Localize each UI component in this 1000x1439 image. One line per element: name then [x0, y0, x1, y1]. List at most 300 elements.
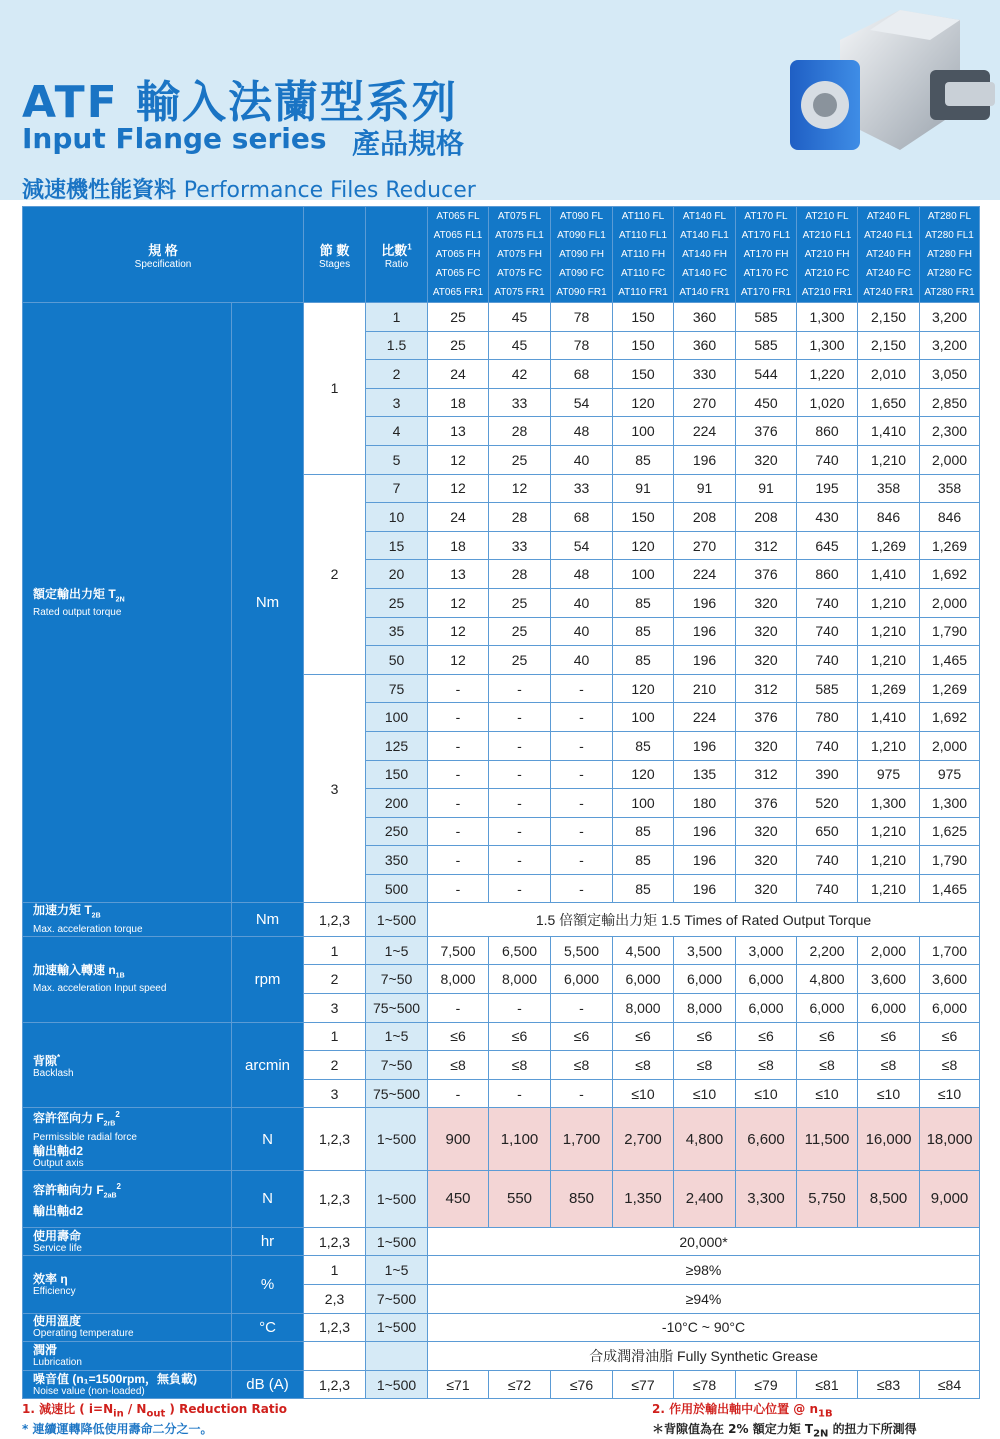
value-cell: - [428, 789, 489, 818]
value-cell: - [428, 994, 489, 1023]
value-cell: 25 [489, 588, 551, 617]
row-label: 潤滑 Lubrication [23, 1342, 232, 1371]
value-cell: ≤10 [858, 1079, 920, 1108]
value-cell: 9,000 [920, 1170, 980, 1227]
unit-cell: N [232, 1108, 304, 1170]
value-cell: ≤6 [674, 1022, 736, 1051]
value-cell: ≤6 [736, 1022, 797, 1051]
ratio-cell [366, 1342, 428, 1371]
value-cell: 1,790 [920, 846, 980, 875]
value-cell: 360 [674, 331, 736, 360]
value-cell: 1,465 [920, 646, 980, 675]
value-cell: 78 [551, 331, 613, 360]
value-cell: ≤6 [489, 1022, 551, 1051]
value-cell: 1,210 [858, 445, 920, 474]
value-cell: 150 [613, 331, 674, 360]
value-cell: 100 [613, 789, 674, 818]
stage-cell: 3 [304, 674, 366, 903]
value-cell: 2,850 [920, 388, 980, 417]
value-cell: ≤10 [736, 1079, 797, 1108]
value-cell: ≤8 [920, 1051, 980, 1080]
stage-cell: 2 [304, 965, 366, 994]
value-cell: 18,000 [920, 1108, 980, 1170]
value-cell: 合成潤滑油脂 Fully Synthetic Grease [428, 1342, 980, 1371]
model-header: AT090 FL AT090 FL1 AT090 FH AT090 FC AT090 FR1 [551, 207, 613, 303]
value-cell: 2,000 [920, 445, 980, 474]
value-cell: 135 [674, 760, 736, 789]
value-cell: 25 [489, 617, 551, 646]
ratio-cell: 75~500 [366, 994, 428, 1023]
value-cell: - [551, 703, 613, 732]
value-cell: 12 [428, 445, 489, 474]
row-label: 背隙* Backlash [23, 1022, 232, 1108]
ratio-cell: 7 [366, 474, 428, 503]
value-cell: 78 [551, 303, 613, 332]
value-cell: ≤6 [797, 1022, 858, 1051]
value-cell: 358 [858, 474, 920, 503]
row-label: 額定輸出力矩 $T_{2N}$ Rated output torque [23, 303, 232, 903]
value-cell: 1,210 [858, 846, 920, 875]
value-cell: 2,000 [858, 936, 920, 965]
value-cell: ≤78 [674, 1370, 736, 1399]
value-cell: 120 [613, 674, 674, 703]
value-cell: ≤6 [613, 1022, 674, 1051]
value-cell: 150 [613, 303, 674, 332]
value-cell: 196 [674, 874, 736, 903]
value-cell: 376 [736, 560, 797, 589]
value-cell: - [489, 703, 551, 732]
value-cell: ≤6 [551, 1022, 613, 1051]
value-cell: 6,000 [858, 994, 920, 1023]
value-cell: 8,500 [858, 1170, 920, 1227]
unit-cell: rpm [232, 936, 304, 1022]
value-cell: 12 [428, 646, 489, 675]
value-cell: 1,100 [489, 1108, 551, 1170]
unit-cell: hr [232, 1227, 304, 1256]
value-cell: 120 [613, 531, 674, 560]
value-cell: 846 [920, 503, 980, 532]
value-cell: 4,800 [674, 1108, 736, 1170]
value-cell: 2,000 [920, 731, 980, 760]
unit-cell: Nm [232, 903, 304, 936]
value-cell: 1,020 [797, 388, 858, 417]
value-cell: 6,000 [674, 965, 736, 994]
ratio-cell: 1~500 [366, 1370, 428, 1399]
stage-cell: 1,2,3 [304, 1170, 366, 1227]
value-cell: ≥98% [428, 1256, 980, 1285]
value-cell: - [551, 846, 613, 875]
value-cell: 48 [551, 417, 613, 446]
value-cell: 45 [489, 303, 551, 332]
value-cell: ≤84 [920, 1370, 980, 1399]
value-cell: - [551, 994, 613, 1023]
value-cell: 196 [674, 617, 736, 646]
value-cell: 85 [613, 731, 674, 760]
value-cell: 85 [613, 874, 674, 903]
value-cell: 28 [489, 503, 551, 532]
value-cell: 1,269 [920, 531, 980, 560]
title-zh: ATF 輸入法蘭型系列 [22, 77, 459, 128]
value-cell: - [428, 846, 489, 875]
value-cell: 12 [489, 474, 551, 503]
value-cell: 196 [674, 588, 736, 617]
value-cell: 312 [736, 531, 797, 560]
value-cell: 13 [428, 417, 489, 446]
value-cell: - [489, 994, 551, 1023]
value-cell: 224 [674, 417, 736, 446]
value-cell: 740 [797, 646, 858, 675]
value-cell: 3,050 [920, 360, 980, 389]
ratio-cell: 100 [366, 703, 428, 732]
value-cell: 85 [613, 588, 674, 617]
row-label: 加速輸入轉速 $n_{1B}$ Max. acceleration Input speed [23, 936, 232, 1022]
value-cell: 975 [858, 760, 920, 789]
value-cell: 45 [489, 331, 551, 360]
value-cell: - [489, 846, 551, 875]
value-cell: - [489, 817, 551, 846]
ratio-cell: 1~5 [366, 936, 428, 965]
value-cell: 180 [674, 789, 736, 818]
value-cell: ≤79 [736, 1370, 797, 1399]
value-cell: 6,000 [797, 994, 858, 1023]
value-cell: 150 [613, 360, 674, 389]
value-cell: 320 [736, 445, 797, 474]
value-cell: 3,000 [736, 936, 797, 965]
stage-cell: 1,2,3 [304, 1227, 366, 1256]
stage-cell: 1 [304, 1022, 366, 1051]
value-cell: 1,300 [797, 331, 858, 360]
value-cell: ≤8 [858, 1051, 920, 1080]
ratio-cell: 2 [366, 360, 428, 389]
value-cell: 18 [428, 531, 489, 560]
row-label: 加速力矩 $T_{2B}$ Max. acceleration torque [23, 903, 232, 936]
value-cell: ≤8 [428, 1051, 489, 1080]
value-cell: - [551, 817, 613, 846]
value-cell: 208 [736, 503, 797, 532]
value-cell: 320 [736, 588, 797, 617]
ratio-cell: 350 [366, 846, 428, 875]
value-cell: 376 [736, 417, 797, 446]
value-cell: 100 [613, 703, 674, 732]
value-cell: 85 [613, 646, 674, 675]
value-cell: 3,600 [920, 965, 980, 994]
value-cell: 740 [797, 588, 858, 617]
value-cell: 196 [674, 445, 736, 474]
ratio-cell: 75~500 [366, 1079, 428, 1108]
value-cell: - [489, 760, 551, 789]
row-label: 效率 η Efficiency [23, 1256, 232, 1313]
value-cell: 430 [797, 503, 858, 532]
value-cell: - [489, 1079, 551, 1108]
value-cell: 8,000 [489, 965, 551, 994]
footnote-backlash: ＊背隙值為在 2% 額定力矩 $T_{2N}$ 的扭力下所測得 [652, 1422, 917, 1439]
value-cell: 18 [428, 388, 489, 417]
value-cell: 2,300 [920, 417, 980, 446]
value-cell: 270 [674, 531, 736, 560]
unit-cell: N [232, 1170, 304, 1227]
value-cell: 25 [489, 445, 551, 474]
ratio-cell: 1~500 [366, 1108, 428, 1170]
ratio-cell: 1~500 [366, 903, 428, 936]
value-cell: 5,500 [551, 936, 613, 965]
value-cell: 33 [551, 474, 613, 503]
stage-cell [304, 1342, 366, 1371]
value-cell: 1,210 [858, 731, 920, 760]
value-cell: 740 [797, 731, 858, 760]
value-cell: 25 [428, 303, 489, 332]
ratio-cell: 20 [366, 560, 428, 589]
ratio-cell: 1~500 [366, 1170, 428, 1227]
value-cell: ≤8 [613, 1051, 674, 1080]
value-cell: 3,600 [858, 965, 920, 994]
value-cell: 16,000 [858, 1108, 920, 1170]
ratio-cell: 250 [366, 817, 428, 846]
ratio-cell: 1.5 [366, 331, 428, 360]
ratio-cell: 1~500 [366, 1313, 428, 1342]
value-cell: ≤6 [858, 1022, 920, 1051]
value-cell: ≤10 [613, 1079, 674, 1108]
value-cell: 1,300 [797, 303, 858, 332]
ratio-cell: 75 [366, 674, 428, 703]
ratio-cell: 4 [366, 417, 428, 446]
value-cell: 450 [428, 1170, 489, 1227]
value-cell: 6,000 [551, 965, 613, 994]
stage-cell: 2 [304, 474, 366, 674]
stage-cell: 1,2,3 [304, 1313, 366, 1342]
value-cell: 1,300 [920, 789, 980, 818]
row-label: 使用壽命 Service life [23, 1227, 232, 1256]
value-cell: ≤8 [674, 1051, 736, 1080]
value-cell: 1,210 [858, 646, 920, 675]
value-cell: 1,210 [858, 588, 920, 617]
value-cell: ≤72 [489, 1370, 551, 1399]
ratio-cell: 10 [366, 503, 428, 532]
value-cell: 4,800 [797, 965, 858, 994]
value-cell: 120 [613, 760, 674, 789]
value-cell: 1,465 [920, 874, 980, 903]
value-cell: 4,500 [613, 936, 674, 965]
value-cell: 195 [797, 474, 858, 503]
ratio-cell: 25 [366, 588, 428, 617]
value-cell: 846 [858, 503, 920, 532]
value-cell: 320 [736, 617, 797, 646]
value-cell: 645 [797, 531, 858, 560]
value-cell: - [489, 674, 551, 703]
value-cell: 12 [428, 474, 489, 503]
value-cell: ≤10 [674, 1079, 736, 1108]
stage-cell: 2 [304, 1051, 366, 1080]
stage-cell: 3 [304, 1079, 366, 1108]
value-cell: ≤83 [858, 1370, 920, 1399]
value-cell: - [489, 789, 551, 818]
stage-cell: 3 [304, 994, 366, 1023]
value-cell: 28 [489, 417, 551, 446]
model-header: AT240 FL AT240 FL1 AT240 FH AT240 FC AT240 FR1 [858, 207, 920, 303]
value-cell: 320 [736, 846, 797, 875]
stages-header: 節 數 Stages [304, 207, 366, 303]
value-cell: 12 [428, 617, 489, 646]
ratio-cell: 1~500 [366, 1227, 428, 1256]
value-cell: 1,692 [920, 703, 980, 732]
model-header: AT140 FL AT140 FL1 AT140 FH AT140 FC AT140 FR1 [674, 207, 736, 303]
model-header: AT110 FL AT110 FL1 AT110 FH AT110 FC AT110 FR1 [613, 207, 674, 303]
value-cell: ≤10 [797, 1079, 858, 1108]
value-cell: 1,410 [858, 560, 920, 589]
ratio-cell: 7~50 [366, 1051, 428, 1080]
value-cell: 1,700 [920, 936, 980, 965]
title-en: Input Flange series [22, 122, 327, 155]
value-cell: 1,210 [858, 874, 920, 903]
value-cell: ≤10 [920, 1079, 980, 1108]
row-label: 容許徑向力 $F_{2rB}^2$ Permissible radial force 輸出軸d2 Output axis [23, 1108, 232, 1170]
value-cell: 2,400 [674, 1170, 736, 1227]
value-cell: 54 [551, 388, 613, 417]
footnote-force: 2. 作用於輸出軸中心位置 @ $n_{1B}$ [652, 1402, 833, 1420]
value-cell: 860 [797, 560, 858, 589]
value-cell: - [428, 674, 489, 703]
unit-cell: °C [232, 1313, 304, 1342]
value-cell: 740 [797, 874, 858, 903]
value-cell: 100 [613, 560, 674, 589]
unit-cell: arcmin [232, 1022, 304, 1108]
stage-cell: 1,2,3 [304, 1370, 366, 1399]
value-cell: 54 [551, 531, 613, 560]
value-cell: 85 [613, 817, 674, 846]
value-cell: ≤8 [551, 1051, 613, 1080]
value-cell: 25 [428, 331, 489, 360]
model-header: AT210 FL AT210 FL1 AT210 FH AT210 FC AT210 FR1 [797, 207, 858, 303]
value-cell: 91 [613, 474, 674, 503]
value-cell: - [428, 874, 489, 903]
ratio-cell: 1 [366, 303, 428, 332]
value-cell: 6,000 [736, 994, 797, 1023]
value-cell: 40 [551, 445, 613, 474]
torque-row [23, 303, 980, 332]
value-cell: 91 [736, 474, 797, 503]
value-cell: 2,150 [858, 303, 920, 332]
value-cell: 312 [736, 674, 797, 703]
section-title: 減速機性能資料 Performance Files Reducer [22, 178, 476, 203]
value-cell: 8,000 [613, 994, 674, 1023]
value-cell: 42 [489, 360, 551, 389]
value-cell: 1,300 [858, 789, 920, 818]
value-cell: 210 [674, 674, 736, 703]
value-cell: 550 [489, 1170, 551, 1227]
value-cell: - [489, 874, 551, 903]
value-cell: 975 [920, 760, 980, 789]
value-cell: ≤6 [428, 1022, 489, 1051]
value-cell: 8,000 [428, 965, 489, 994]
value-cell: 1,692 [920, 560, 980, 589]
model-header: AT170 FL AT170 FL1 AT170 FH AT170 FC AT170 FR1 [736, 207, 797, 303]
value-cell: 320 [736, 646, 797, 675]
value-cell: 1,220 [797, 360, 858, 389]
value-cell: 2,200 [797, 936, 858, 965]
value-cell: 33 [489, 388, 551, 417]
value-cell: 68 [551, 503, 613, 532]
spec-header: 規 格 Specification [23, 207, 304, 303]
stage-cell: 1,2,3 [304, 1108, 366, 1170]
ratio-cell: 15 [366, 531, 428, 560]
value-cell: 544 [736, 360, 797, 389]
value-cell: - [489, 731, 551, 760]
footnote-life: * 連續運轉降低使用壽命二分之一。 [22, 1422, 213, 1436]
ratio-cell: 5 [366, 445, 428, 474]
ratio-cell: 1~5 [366, 1256, 428, 1285]
value-cell: 100 [613, 417, 674, 446]
value-cell: 28 [489, 560, 551, 589]
value-cell: 2,010 [858, 360, 920, 389]
model-header: AT280 FL AT280 FL1 AT280 FH AT280 FC AT280 FR1 [920, 207, 980, 303]
value-cell: - [428, 1079, 489, 1108]
value-cell: 150 [613, 503, 674, 532]
value-cell: 1,625 [920, 817, 980, 846]
value-cell: - [428, 703, 489, 732]
value-cell: 3,300 [736, 1170, 797, 1227]
value-cell: 320 [736, 817, 797, 846]
value-cell: - [551, 874, 613, 903]
value-cell: 6,500 [489, 936, 551, 965]
value-cell: - [428, 731, 489, 760]
value-cell: 585 [736, 303, 797, 332]
value-cell: ≤8 [489, 1051, 551, 1080]
value-cell: ≤77 [613, 1370, 674, 1399]
value-cell: 1,269 [858, 674, 920, 703]
value-cell: 85 [613, 445, 674, 474]
value-cell: 120 [613, 388, 674, 417]
value-cell: 24 [428, 503, 489, 532]
ratio-cell: 7~50 [366, 965, 428, 994]
value-cell: 376 [736, 789, 797, 818]
footnote-ratio: 1. 減速比 ( $i=N_{in} / N_{out}$ ) Reduction Ratio [22, 1402, 287, 1420]
value-cell: 390 [797, 760, 858, 789]
value-cell: 196 [674, 646, 736, 675]
value-cell: 20,000* [428, 1227, 980, 1256]
value-cell: - [551, 789, 613, 818]
ratio-cell: 7~500 [366, 1285, 428, 1314]
value-cell: 1,210 [858, 817, 920, 846]
value-cell: -10°C ~ 90°C [428, 1313, 980, 1342]
value-cell: - [428, 817, 489, 846]
unit-cell: % [232, 1256, 304, 1313]
value-cell: 25 [489, 646, 551, 675]
value-cell: 24 [428, 360, 489, 389]
value-cell: 13 [428, 560, 489, 589]
value-cell: 740 [797, 617, 858, 646]
row-label: 使用溫度 Operating temperature [23, 1313, 232, 1342]
model-header: AT065 FL AT065 FL1 AT065 FH AT065 FC AT065 FR1 [428, 207, 489, 303]
value-cell: 6,000 [920, 994, 980, 1023]
ratio-cell: 500 [366, 874, 428, 903]
value-cell: 1,790 [920, 617, 980, 646]
ratio-cell: 125 [366, 731, 428, 760]
value-cell: 1.5 倍額定輸出力矩 1.5 Times of Rated Output Torque [428, 903, 980, 936]
value-cell: 1,269 [858, 531, 920, 560]
value-cell: 376 [736, 703, 797, 732]
value-cell: 520 [797, 789, 858, 818]
ratio-cell: 200 [366, 789, 428, 818]
stage-cell: 2,3 [304, 1285, 366, 1314]
value-cell: 1,269 [920, 674, 980, 703]
ratio-cell: 150 [366, 760, 428, 789]
stage-cell: 1 [304, 936, 366, 965]
value-cell: - [551, 731, 613, 760]
value-cell: 860 [797, 417, 858, 446]
value-cell: ≥94% [428, 1285, 980, 1314]
value-cell: 40 [551, 646, 613, 675]
value-cell: 6,000 [736, 965, 797, 994]
value-cell: 3,500 [674, 936, 736, 965]
